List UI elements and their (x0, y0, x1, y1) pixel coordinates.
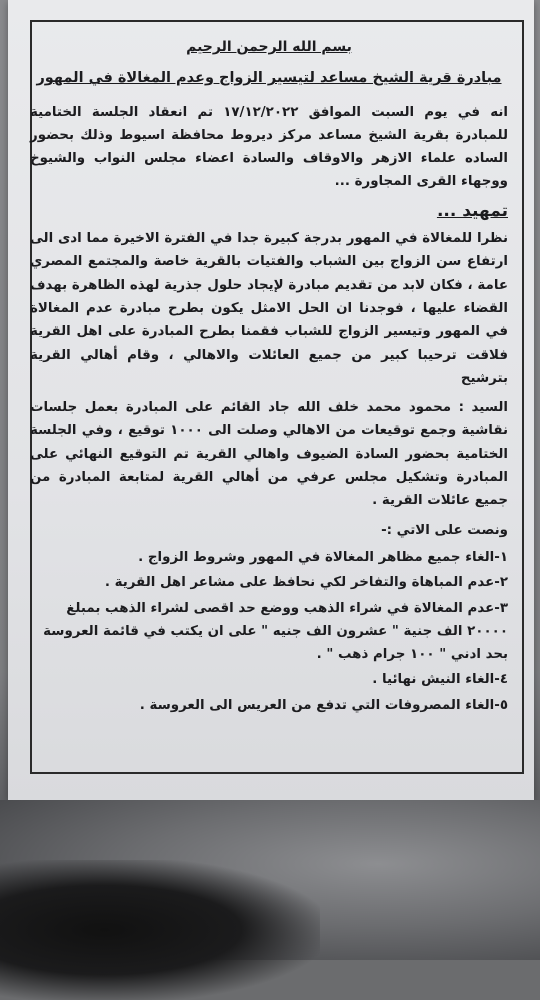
term-item: ٣-عدم المغالاة في شراء الذهب ووضع حد اقصى لشراء الذهب بمبلغ ٢٠٠٠٠ الف جنية " عشرون الف جنيه " على ان يكتب في قائمة العروسة بحد ادني " ١٠٠ جرام ذهب " . (43, 600, 508, 663)
preface-paragraph: نظرا للمغالاة في المهور بدرجة كبيرة جدا في الفترة الاخيرة مما ادى الى ارتفاع سن الزواج بين الشباب والفتيات بالقرية خاصة والمجتمع المصري عامة ، فكان لابد من تقديم مبادرة لإيجاد حلول جذرية لهذه الظاهرة بهدف القضاء عليها ، فوجدنا ان الحل الامثل يكون بطرح مبادرة عدم المغالاة في المهور وتيسير الزواج للشباب فقمنا بطرح المبادرة على اهل القرية فلاقت ترحيبا كبير من جميع العائلات والاهالي ، وقام أهالي القرية بترشيح (30, 231, 508, 386)
term-item: ٢-عدم المباهاة والتفاخر لكي نحافظ على مشاعر اهل القرية . (104, 575, 508, 591)
terms-list (30, 546, 508, 717)
intro-paragraph: انه في يوم السبت الموافق ١٧/١٢/٢٠٢٢ تم انعقاد الجلسة الختامية للمبادرة بقرية الشيخ مساعد مركز ديروط محافظة اسيوط وذلك بحضور الساده علماء الازهر والاوقاف والسادة اعضاء مجلس النواب والشيوخ ووجهاء القرى المجاورة ... (30, 104, 509, 190)
preface-heading: تمهيد ... (436, 200, 508, 221)
basmala: بسم الله الرحمن الرحيم (186, 39, 352, 55)
term-item: ٥-الغاء المصروفات التي تدفع من العريس الى العروسة . (139, 697, 508, 713)
nominee-paragraph: السيد : محمود محمد خلف الله جاد القائم على المبادرة بعمل جلسات نقاشية وجمع توقيعات من الاهالي وصلت الى ١٠٠٠ توقيع ، وفي الجلسة الختامية بحضور السادة الضيوف واهالي القرية تم التوقيع النهائي على المبادرة وتشكيل مجلس عرفي من أهالي القرية لمتابعة المبادرة من جميع عائلات القرية . (30, 400, 508, 509)
document-body (30, 36, 508, 719)
term-item: ١-الغاء جميع مظاهر المغالاة في المهور وشروط الزواج . (138, 549, 508, 565)
document-title: مبادرة قرية الشيخ مساعد لتيسير الزواج وعدم المغالاة في المهور (36, 70, 502, 87)
stipulated-heading: ونصت على الاتي :- (381, 522, 508, 538)
term-item: ٤-الغاء النيش نهائيا . (372, 672, 508, 688)
dark-shadow (0, 860, 320, 1000)
